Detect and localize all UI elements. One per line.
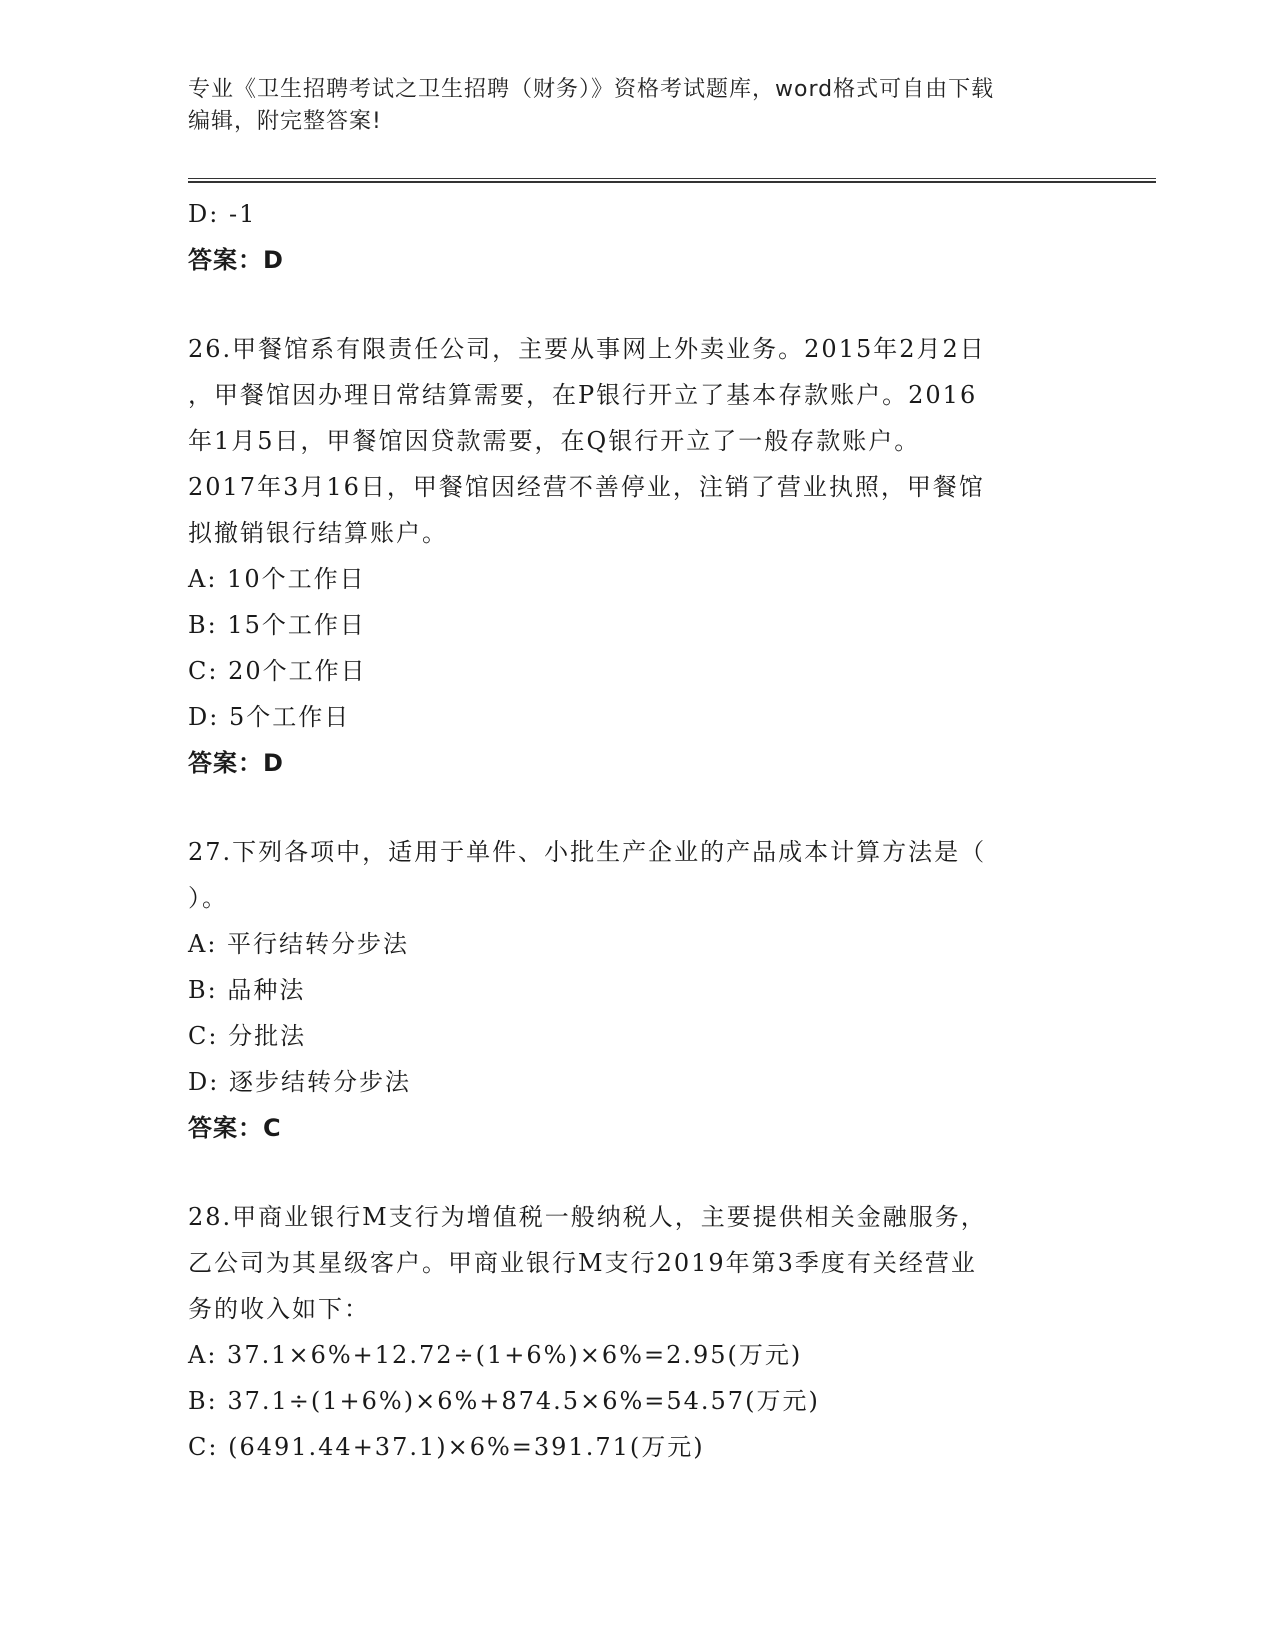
answer: 答案：C	[188, 1114, 282, 1142]
header-line-1: 专业《卫生招聘考试之卫生招聘（财务）》资格考试题库，word格式可自由下载	[188, 77, 995, 102]
option-b: B: 品种法	[188, 976, 306, 1004]
question-text-line: 务的收入如下：	[188, 1295, 370, 1323]
question-28	[188, 1194, 1088, 1470]
question-text-line: 26.甲餐馆系有限责任公司，主要从事网上外卖业务。2015年2月2日	[188, 335, 986, 363]
question-text-line: ）。	[188, 884, 228, 912]
question-text-line: ，甲餐馆因办理日常结算需要，在P银行开立了基本存款账户。2016	[188, 381, 978, 409]
option-a: A: 37.1×6%+12.72÷(1+6%)×6%=2.95(万元)	[188, 1341, 803, 1369]
option-c: C: (6491.44+37.1)×6%=391.71(万元)	[188, 1433, 705, 1461]
question-27	[188, 829, 1088, 1151]
option-a: A: 平行结转分步法	[188, 930, 410, 958]
question-text-line: 27.下列各项中，适用于单件、小批生产企业的产品成本计算方法是（	[188, 838, 987, 866]
answer: 答案：D	[188, 246, 284, 274]
question-text-line: 拟撤销银行结算账户。	[188, 519, 448, 547]
question-text-line: 年1月5日，甲餐馆因贷款需要，在Q银行开立了一般存款账户。	[188, 427, 921, 455]
answer: 答案：D	[188, 749, 284, 777]
question-text-line: 乙公司为其星级客户。甲商业银行M支行2019年第3季度有关经营业	[188, 1249, 977, 1277]
option-d: D: 5个工作日	[188, 703, 351, 731]
option-b: B: 37.1÷(1+6%)×6%+874.5×6%=54.57(万元)	[188, 1387, 820, 1415]
option-a: A: 10个工作日	[188, 565, 366, 593]
option-c: C: 分批法	[188, 1022, 307, 1050]
option-d: D: -1	[188, 200, 257, 228]
question-text-line: 28.甲商业银行M支行为增值税一般纳税人，主要提供相关金融服务，	[188, 1203, 987, 1231]
page-header	[188, 74, 1088, 138]
option-d: D: 逐步结转分步法	[188, 1068, 411, 1096]
option-b: B: 15个工作日	[188, 611, 366, 639]
option-c: C: 20个工作日	[188, 657, 367, 685]
question-list	[188, 191, 1088, 1470]
question-text-line: 2017年3月16日，甲餐馆因经营不善停业，注销了营业执照，甲餐馆	[188, 473, 985, 501]
question-25	[188, 191, 1088, 283]
header-divider	[188, 178, 1156, 183]
question-26	[188, 326, 1088, 786]
header-line-2: 编辑，附完整答案!	[188, 109, 382, 134]
